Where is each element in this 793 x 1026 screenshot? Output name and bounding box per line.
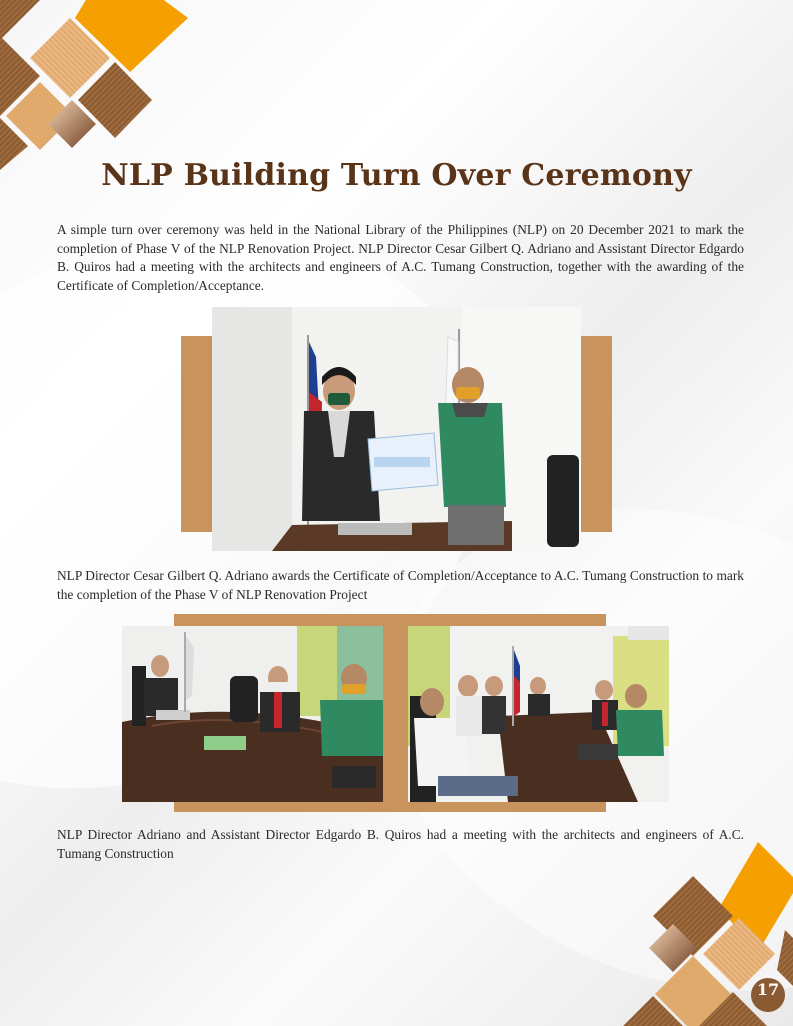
corner-decoration-top-left [0, 0, 200, 170]
photo-meeting-left [122, 626, 383, 802]
page-title: NLP Building Turn Over Ceremony [101, 158, 692, 193]
photo-certificate-award [212, 307, 581, 551]
caption-photo-2: NLP Director Adriano and Assistant Director Edgardo B. Quiros had a meeting with the architects and engineers of A.C. Tumang Construction [57, 827, 744, 861]
photo-frame-band-left [181, 336, 213, 532]
photo-frame-band-right [580, 336, 612, 532]
intro-paragraph: A simple turn over ceremony was held in the National Library of the Philippines (NLP) on 20 December 2021 to mark the completion of Phase V of the NLP Renovation Project. NLP Director Cesar Gilbert Q. Adriano and Assistant Director Edgardo B. Quiros had a meeting with the architects and engineers of A.C. Tumang Construction, together with the awarding of the Certificate of Completion/Acceptance. [57, 222, 744, 293]
page-number: 17 [756, 980, 780, 999]
photo-meeting-right [408, 626, 669, 802]
caption-photo-1: NLP Director Cesar Gilbert Q. Adriano awards the Certificate of Completion/Acceptance to A.C. Tumang Construction to mark the completion of the Phase V of NLP Renovation Project [57, 568, 744, 602]
